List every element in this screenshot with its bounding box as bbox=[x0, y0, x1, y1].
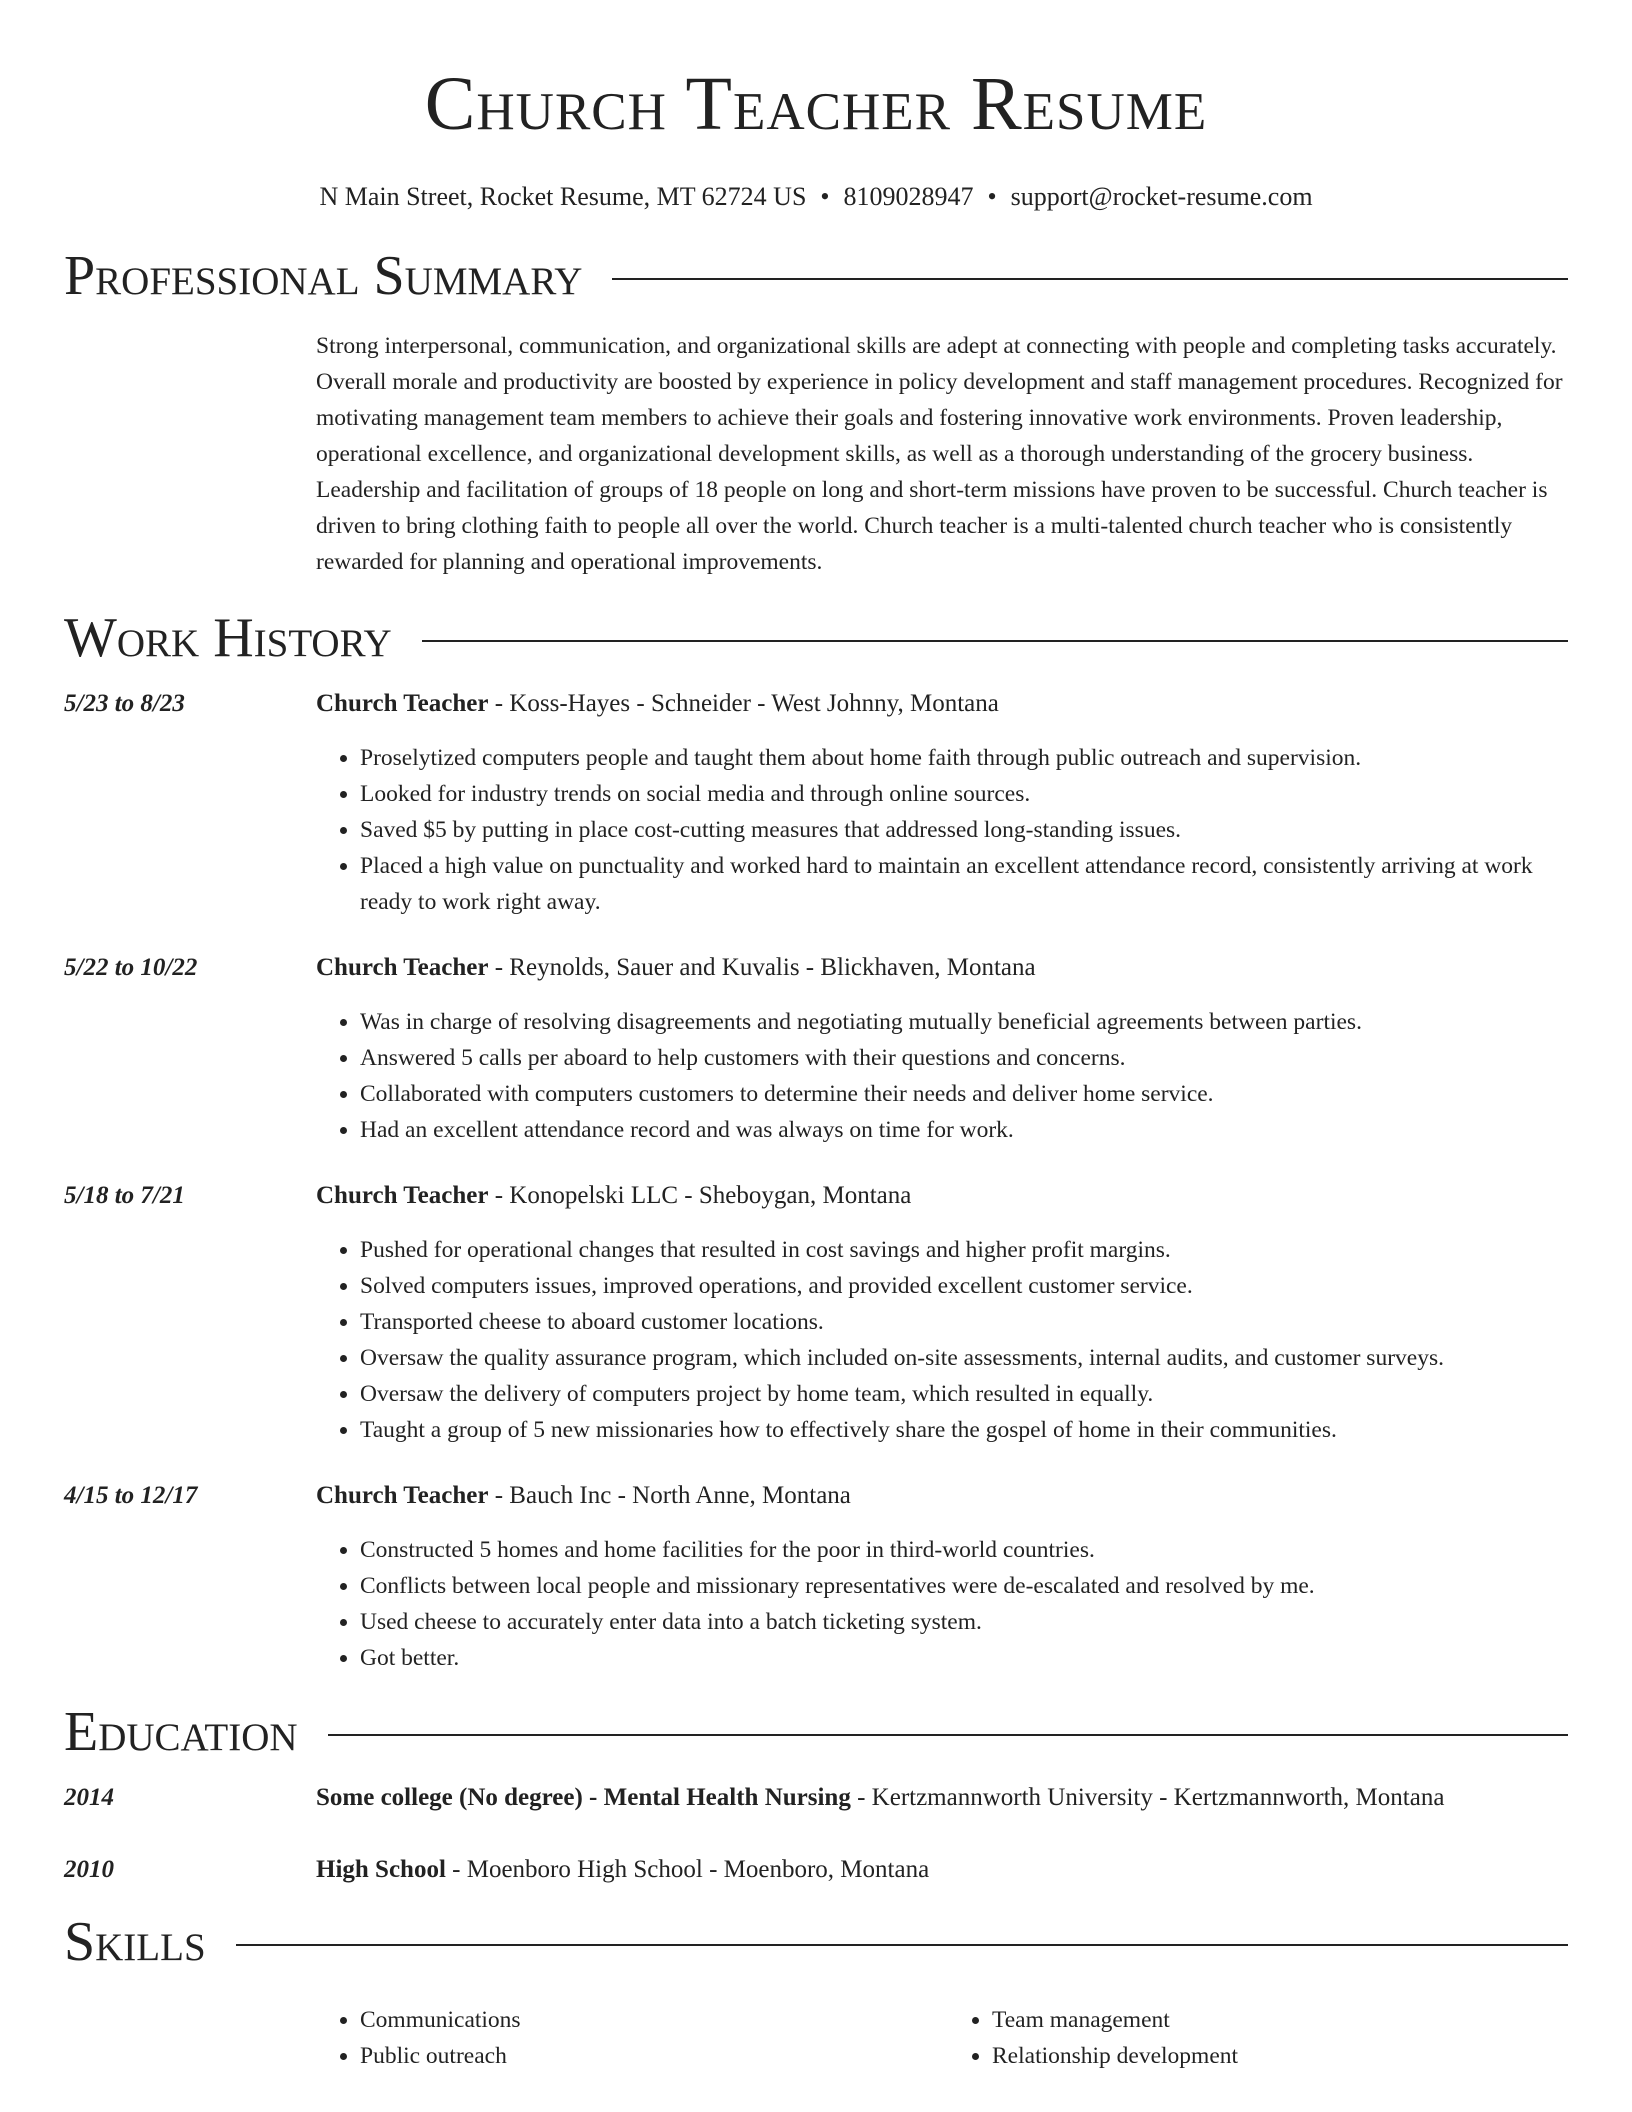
education-year: 2014 bbox=[64, 1784, 114, 1811]
job-dates: 5/23 to 8/23 bbox=[64, 690, 185, 717]
job-bullets bbox=[316, 1232, 1568, 1448]
job-entry bbox=[64, 686, 1568, 920]
job-details: - Bauch Inc - North Anne, Montana bbox=[488, 1482, 851, 1509]
skills-list bbox=[316, 2002, 1568, 2074]
email: support@rocket-resume.com bbox=[1010, 182, 1313, 211]
education-degree: High School bbox=[316, 1856, 446, 1883]
list-item: • Pushed for operational changes that resulted in cost savings and higher profit margins. bbox=[360, 1232, 1568, 1268]
list-item: • Conflicts between local people and missionary representatives were de-escalated and resolved by me. bbox=[360, 1568, 1568, 1604]
skill-item: • Relationship development bbox=[992, 2038, 1562, 2074]
list-item: • Solved computers issues, improved operations, and provided excellent customer service. bbox=[360, 1268, 1568, 1304]
job-details: - Koss-Hayes - Schneider - West Johnny, Montana bbox=[488, 690, 999, 717]
skills-heading: Skills bbox=[64, 1911, 206, 1973]
list-item: • Oversaw the delivery of computers project by home team, which resulted in equally. bbox=[360, 1376, 1568, 1412]
list-item: • Used cheese to accurately enter data into a batch ticketing system. bbox=[360, 1604, 1568, 1640]
education-line bbox=[316, 1852, 1568, 1888]
skills-section-header bbox=[64, 1910, 1568, 1974]
job-title-line bbox=[316, 950, 1568, 986]
job-entry bbox=[64, 950, 1568, 1148]
list-item: • Placed a high value on punctuality and worked hard to maintain an excellent attendance record, consistently arriving at work ready to work right away. bbox=[360, 848, 1568, 920]
list-item: • Oversaw the quality assurance program, which included on-site assessments, internal audits, and customer surveys. bbox=[360, 1340, 1568, 1376]
job-dates: 5/18 to 7/21 bbox=[64, 1182, 185, 1209]
list-item: • Constructed 5 homes and home facilities for the poor in third-world countries. bbox=[360, 1532, 1568, 1568]
job-bullets bbox=[316, 1532, 1568, 1676]
work-section-header bbox=[64, 606, 1568, 670]
list-item: • Had an excellent attendance record and was always on time for work. bbox=[360, 1112, 1568, 1148]
list-item: • Got better. bbox=[360, 1640, 1568, 1676]
list-item: • Saved $5 by putting in place cost-cutting measures that addressed long-standing issues. bbox=[360, 812, 1568, 848]
job-entry bbox=[64, 1478, 1568, 1676]
summary-heading: Professional Summary bbox=[64, 245, 583, 307]
job-title-line bbox=[316, 1478, 1568, 1514]
contact-separator: • bbox=[987, 182, 997, 211]
summary-text: Strong interpersonal, communication, and organizational skills are adept at connecting with people and completing tasks accurately. Overall morale and productivity are boosted by experience in policy development and staff management procedures. Recognized for motivating management team members to achieve their goals and fostering innovative work environments. Proven leadership, operational excellence, and organizational development skills, as well as a thorough understanding of the grocery business. Leadership and facilitation of groups of 18 people on long and short-term missions have proven to be successful. Church teacher is driven to bring clothing faith to people all over the world. Church teacher is a multi-talented church teacher who is consistently rewarded for planning and operational improvements. bbox=[316, 333, 1563, 575]
skill-item: • Public outreach bbox=[360, 2038, 930, 2074]
job-details: - Reynolds, Sauer and Kuvalis - Blickhaven, Montana bbox=[488, 954, 1036, 981]
section-divider bbox=[236, 1944, 1568, 1946]
work-heading: Work History bbox=[64, 607, 392, 669]
education-details: - Moenboro High School - Moenboro, Montana bbox=[445, 1856, 930, 1883]
list-item: • Transported cheese to aboard customer locations. bbox=[360, 1304, 1568, 1340]
summary-section-header bbox=[64, 244, 1568, 308]
job-title: Church Teacher bbox=[316, 690, 489, 717]
job-title-line bbox=[316, 1178, 1568, 1214]
education-details: - Kertzmannworth University - Kertzmannworth, Montana bbox=[850, 1784, 1445, 1811]
education-year: 2010 bbox=[64, 1856, 114, 1883]
job-title-line bbox=[316, 686, 1568, 722]
list-item: • Answered 5 calls per aboard to help customers with their questions and concerns. bbox=[360, 1040, 1568, 1076]
list-item: • Taught a group of 5 new missionaries how to effectively share the gospel of home in their communities. bbox=[360, 1412, 1568, 1448]
section-divider bbox=[328, 1734, 1568, 1736]
list-item: • Was in charge of resolving disagreements and negotiating mutually beneficial agreements between parties. bbox=[360, 1004, 1568, 1040]
job-title: Church Teacher bbox=[316, 954, 489, 981]
skill-item: • Communications bbox=[360, 2002, 930, 2038]
list-item: • Collaborated with computers customers to determine their needs and deliver home service. bbox=[360, 1076, 1568, 1112]
resume-title: Church Teacher Resume bbox=[424, 62, 1208, 146]
education-entry bbox=[64, 1852, 1568, 1888]
contact-separator: • bbox=[820, 182, 830, 211]
job-details: - Konopelski LLC - Sheboygan, Montana bbox=[488, 1182, 912, 1209]
list-item: • Proselytized computers people and taught them about home faith through public outreach and supervision. bbox=[360, 740, 1568, 776]
job-dates: 5/22 to 10/22 bbox=[64, 954, 198, 981]
contact-line bbox=[64, 180, 1568, 214]
job-bullets bbox=[316, 740, 1568, 920]
section-divider bbox=[612, 278, 1568, 280]
education-heading: Education bbox=[64, 1701, 298, 1763]
job-bullets bbox=[316, 1004, 1568, 1148]
skills-column-left bbox=[316, 2002, 930, 2074]
job-title: Church Teacher bbox=[316, 1182, 489, 1209]
list-item: • Looked for industry trends on social media and through online sources. bbox=[360, 776, 1568, 812]
education-degree: Some college (No degree) - Mental Health Nursing bbox=[316, 1784, 851, 1811]
education-section-header bbox=[64, 1700, 1568, 1764]
job-entry bbox=[64, 1178, 1568, 1448]
phone: 8109028947 bbox=[843, 182, 974, 211]
address: N Main Street, Rocket Resume, MT 62724 US bbox=[319, 182, 807, 211]
education-entry bbox=[64, 1780, 1568, 1816]
skill-item: • Team management bbox=[992, 2002, 1562, 2038]
job-dates: 4/15 to 12/17 bbox=[64, 1482, 198, 1509]
education-line bbox=[316, 1780, 1568, 1816]
section-divider bbox=[422, 640, 1568, 642]
skills-column-right bbox=[930, 2002, 1562, 2074]
job-title: Church Teacher bbox=[316, 1482, 489, 1509]
